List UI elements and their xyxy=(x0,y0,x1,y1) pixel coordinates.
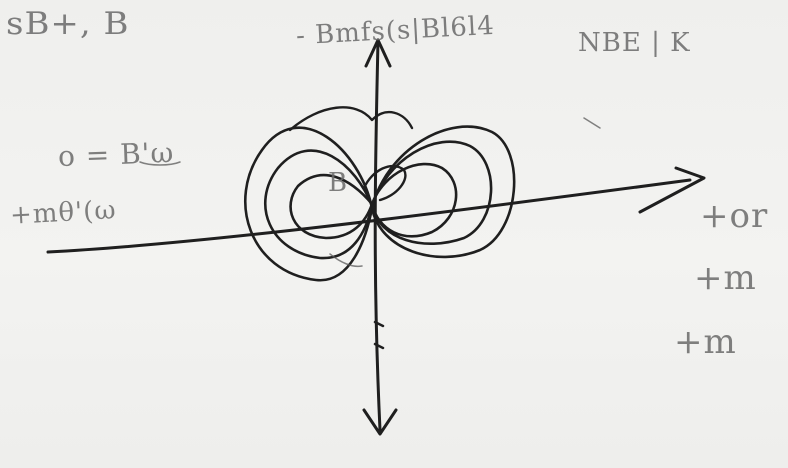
right-note-3: +m xyxy=(674,322,737,362)
header-left-text: sB+, B xyxy=(6,6,130,42)
header-mid-text: - Bmfs(s|Bl6l4 xyxy=(295,10,496,52)
equation-line-2: +mθ'(ω xyxy=(9,195,118,231)
right-note-2: +m xyxy=(694,258,757,298)
left-lobe-top-arc xyxy=(290,107,412,130)
y-axis xyxy=(375,40,380,430)
equation-line-1: o = B'ω xyxy=(57,135,175,174)
right-lobe-middle xyxy=(372,142,491,244)
plot-label: B xyxy=(328,168,349,198)
right-lobe-inner xyxy=(372,164,456,236)
x-axis-arrowhead xyxy=(640,168,704,212)
bleed-mark-2 xyxy=(584,118,600,128)
right-lobe-outer xyxy=(372,127,514,257)
right-note-1: +or xyxy=(700,196,769,236)
header-right-text: NBE | K xyxy=(578,28,691,58)
